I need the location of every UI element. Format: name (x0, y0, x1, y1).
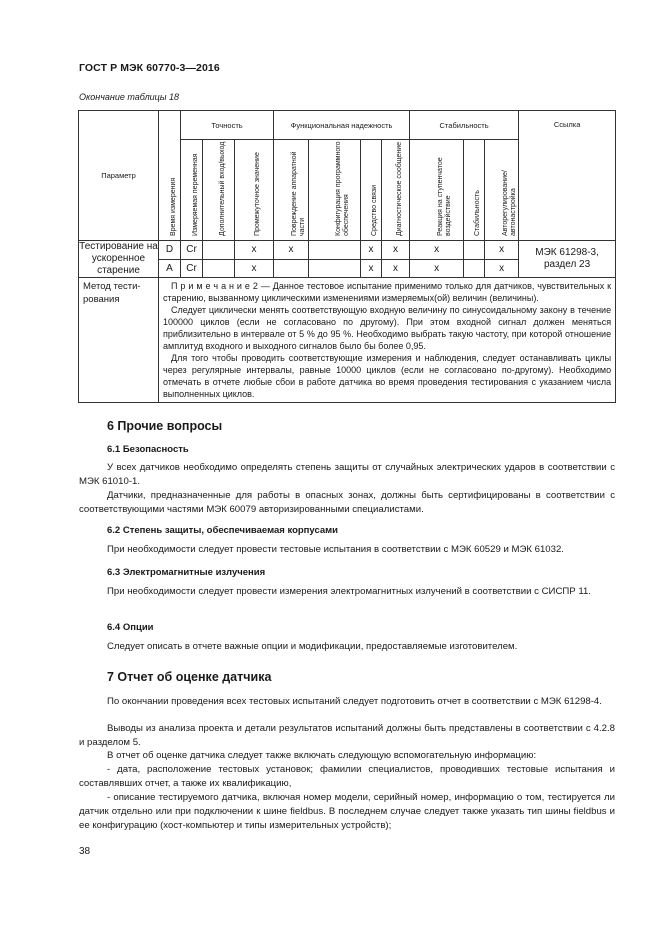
row2-extra (203, 259, 235, 278)
paragraph: У всех датчиков необходимо определять степень защиты от случайных электрических ударов в соответствии с МЭК 61010-1. (79, 462, 615, 487)
header-time: Время измерения (159, 111, 181, 241)
page-number: 38 (79, 846, 91, 857)
row2-time: A (159, 259, 181, 278)
document-header: ГОСТ Р МЭК 60770-3—2016 (79, 62, 220, 74)
paragraph: - дата, расположение тестовых установок; фамилии специалистов, проводивших тестовые испытания и составлявших отчет, а также их квалификацию, (79, 764, 615, 789)
row-reference: МЭК 61298-3, раздел 23 (519, 241, 616, 278)
row1-auto: x (485, 241, 519, 260)
paragraph: - описание тестируемого датчика, включая номер модели, серийный номер, информацию о том, тестируется ли датчик отдельно или при подключении к шине fieldbus. В последнем случае следует также указать тип шины fieldbus и ее конфигурацию (хост-компьютер и типы измерительных устройств); (79, 792, 615, 831)
row2-diag: x (382, 259, 410, 278)
header-reference: Ссылка (519, 111, 616, 241)
section-6-4-title: 6.4 Опции (107, 622, 154, 633)
header-diagnostic-message: Диагностическое сообщение (382, 140, 410, 241)
section-6-1-title: 6.1 Безопасность (107, 444, 189, 455)
header-autotuning: Авторегулирование/ автонастройка (485, 140, 519, 241)
header-step-response: Реакция на ступенчатое воздействие (410, 140, 464, 241)
row-parameter: Тестирование на ускоренное старение (79, 241, 158, 276)
header-parameter: Параметр (79, 111, 159, 241)
paragraph: Следует описать в отчете важные опции и модификации, предоставляемые изготовителем. (107, 641, 518, 652)
section-7-title: 7 Отчет об оценке датчика (107, 670, 272, 684)
header-stability-sub: Стабильность (464, 140, 485, 241)
row1-comm: x (361, 241, 382, 260)
row2-hw (274, 259, 309, 278)
row1-stability (464, 241, 485, 260)
row2-intermediate: x (235, 259, 274, 278)
method-row (79, 278, 616, 403)
row2-stability (464, 259, 485, 278)
row1-reaction: x (410, 241, 464, 260)
row1-diag: x (382, 241, 410, 260)
row2-reaction: x (410, 259, 464, 278)
paragraph: Выводы из анализа проекта и детали результатов испытаний должны быть представлены в соответствии с 4.2.8 и разделом 5. (79, 723, 615, 748)
section-6-2-title: 6.2 Степень защиты, обеспечиваемая корпусами (107, 525, 339, 536)
method-paragraph: Для того чтобы проводить соответствующие измерения и наблюдения, следует останавливать циклы через регулярные интервалы, равные 10000 циклов (если не согласовано по-другому). Необходимо отмечать в отчете любые сбои в работе датчика во время проведения тестирования с указанием числа выполненных циклов. (163, 353, 612, 399)
method-paragraph: Следует циклически менять соответствующую входную величину по синусоидальному закону в течение 100000 циклов (если не согласовано по другому). При этом входной сигнал должен меняться приблизительно в интервале от 5 % до 95 %. Необходимо выбрать такую частоту, при которой отношение амплитуд входного и выходного сигналов было бы более 0,95. (163, 305, 612, 351)
header-measured-variable: Измеряемая переменная (181, 140, 203, 241)
method-paragraph: — Данное тестовое испытание применимо только для датчиков, чувствительных к старению, вызванному циклическими изменениями измеряемых(ой) величин (величины). (163, 281, 612, 303)
paragraph: По окончании проведения всех тестовых испытаний следует подготовить отчет в соответствии с МЭК 61298-4. (107, 696, 602, 707)
row1-measured: Cr (181, 241, 203, 260)
row1-extra (203, 241, 235, 260)
paragraph: Датчики, предназначенные для работы в опасных зонах, должны быть сертифицированы в соответствии с соответствующими частями МЭК 60079 авторизированными специалистами. (79, 490, 615, 515)
table-continuation-caption: Окончание таблицы 18 (79, 92, 179, 102)
requirements-table (78, 110, 616, 403)
paragraph: В отчет об оценке датчика следует также включать следующую вспомогательную информацию: (107, 750, 537, 761)
row1-config (309, 241, 361, 260)
note-label: П р и м е ч а н и е 2 (171, 281, 258, 291)
paragraph: При необходимости следует провести измерения электромагнитных излучений в соответствии с СИСПР 11. (107, 586, 591, 597)
table-row (79, 241, 616, 260)
header-stability: Стабильность (410, 111, 519, 140)
section-6-title: 6 Прочие вопросы (107, 419, 223, 433)
header-functional-reliability: Функциональная надежность (274, 111, 410, 140)
method-description (159, 278, 616, 403)
row2-config (309, 259, 361, 278)
header-communication: Средство связи (361, 140, 382, 241)
paragraph: При необходимости следует провести тестовые испытания в соответствии с МЭК 60529 и МЭК 61032. (107, 544, 564, 555)
header-software-config: Конфигурация программного обеспечения (309, 140, 361, 241)
row2-measured: Cr (181, 259, 203, 278)
section-6-3-title: 6.3 Электромагнитные излучения (107, 567, 266, 578)
row2-comm: x (361, 259, 382, 278)
row1-time: D (159, 241, 181, 260)
header-hardware-damage: Повреждение аппаратной части (274, 140, 309, 241)
row2-auto: x (485, 259, 519, 278)
row1-intermediate: x (235, 241, 274, 260)
header-intermediate-value: Промежуточное значение (235, 140, 274, 241)
row1-hw: x (274, 241, 309, 260)
header-extra-io: Дополнительный вход/выход (203, 140, 235, 241)
header-accuracy: Точность (181, 111, 274, 140)
method-label: Метод тести-рования (79, 278, 159, 403)
